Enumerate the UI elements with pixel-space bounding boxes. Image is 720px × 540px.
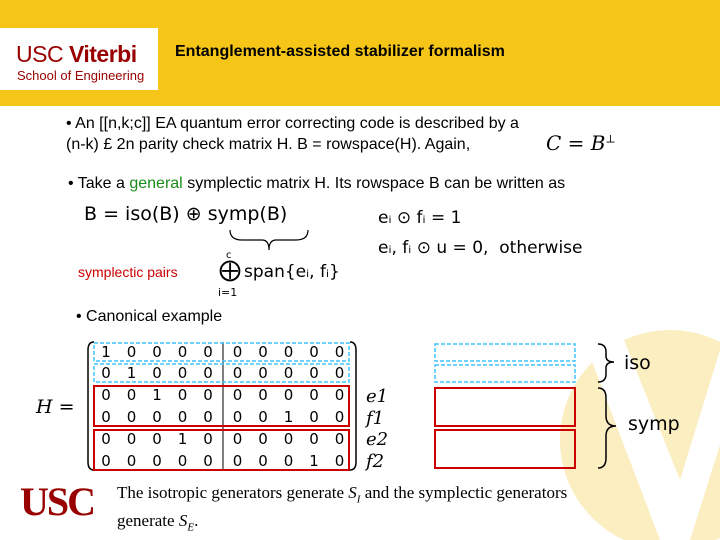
matrix-cell: 0 (101, 408, 111, 426)
matrix-label: H = (36, 396, 75, 418)
matrix-cell: 0 (334, 343, 345, 361)
matrix-cell: 0 (258, 452, 268, 470)
matrix-cell: 0 (152, 364, 162, 382)
header-bar (0, 0, 720, 106)
matrix-cell: 0 (177, 408, 188, 426)
matrix-cell: 0 (258, 364, 268, 382)
span-expression: span{eᵢ, fᵢ} (244, 262, 340, 282)
matrix-cell: 0 (126, 452, 137, 470)
matrix-cell: 0 (309, 430, 319, 448)
legend-iso-box-1 (435, 344, 575, 361)
symplectic-pairs-label: symplectic pairs (78, 264, 178, 280)
matrix-cell: 0 (203, 452, 213, 470)
logo-usc: USC (16, 41, 64, 67)
matrix-cell: 0 (283, 430, 294, 448)
matrix-cell: 0 (334, 364, 345, 382)
matrix-cell: 0 (101, 386, 111, 404)
matrix-cell: 0 (152, 452, 162, 470)
row-label-f1: f1 (366, 408, 385, 429)
bullet-1-line-2: (n-k) £ 2n parity check matrix H. B = rowspace(H). Again, (66, 136, 471, 153)
matrix-cell: 0 (334, 408, 345, 426)
row-label-e2: e2 (366, 429, 389, 450)
legend-graphic (430, 340, 700, 472)
legend-symp-box-1 (435, 388, 575, 426)
matrix-cell: 0 (334, 430, 345, 448)
usc-viterbi-logo (0, 28, 158, 90)
matrix-cell: 0 (309, 408, 319, 426)
legend-iso-label: iso (624, 352, 651, 374)
symp-brace-icon (598, 388, 616, 468)
matrix-cell: 0 (334, 386, 345, 404)
matrix-cell: 0 (258, 386, 268, 404)
decomposition-equation: B = iso(B) ⊕ symp(B) (84, 203, 288, 225)
condition-1: eᵢ ⊙ fᵢ = 1 (378, 208, 462, 228)
matrix-cell: 0 (101, 430, 111, 448)
usc-footer-logo: USC (20, 479, 95, 524)
matrix-cell: 0 (232, 408, 243, 426)
matrix-cell: 1 (101, 343, 111, 361)
matrix-cell: 0 (203, 343, 213, 361)
legend-iso-box-2 (435, 365, 575, 382)
footer-text: The isotropic generators generate $S_I$ and the symplectic generators generate $S_E$. (117, 483, 568, 534)
matrix-cell: 0 (258, 408, 268, 426)
matrix-cell: 0 (126, 386, 137, 404)
matrix-cell: 0 (177, 386, 188, 404)
matrix-cell: 0 (152, 430, 162, 448)
matrix-cell: 0 (126, 408, 137, 426)
row-label-e1: e1 (366, 386, 389, 407)
row-label-f2: f2 (366, 451, 385, 472)
general-highlight: general (129, 175, 183, 192)
slide-title: Entanglement-assisted stabilizer formalism (175, 43, 505, 60)
matrix-cell: 0 (126, 430, 137, 448)
matrix-cell: 1 (283, 408, 294, 426)
matrix-cell: 0 (177, 343, 188, 361)
matrix-cell: 0 (232, 430, 243, 448)
matrix-cell: 0 (283, 364, 294, 382)
matrix-cell: 0 (177, 452, 188, 470)
matrix-cell: 0 (334, 452, 345, 470)
matrix-cell: 0 (152, 408, 162, 426)
logo-viterbi: Viterbi (68, 41, 137, 67)
matrix-cell: 0 (232, 386, 243, 404)
matrix-cell: 1 (152, 386, 162, 404)
matrix-cell: 0 (283, 386, 294, 404)
iso-brace-icon (598, 344, 614, 382)
matrix-cell: 0 (283, 343, 294, 361)
matrix-cell: 0 (203, 364, 213, 382)
direct-sum-icon: ⨁ (219, 258, 241, 283)
dsum-top: c (226, 250, 232, 261)
legend-symp-box-2 (435, 430, 575, 468)
matrix-cell: 0 (258, 343, 268, 361)
matrix-cell: 0 (232, 452, 243, 470)
matrix-cell: 0 (203, 386, 213, 404)
matrix-cell: 0 (101, 452, 111, 470)
matrix-cell: 0 (203, 408, 213, 426)
underbrace-icon (228, 228, 310, 252)
matrix-cell: 0 (309, 364, 319, 382)
parity-check-matrix (84, 338, 364, 474)
matrix-cell: 1 (309, 452, 319, 470)
bullet-1-line-1: • An [[n,k;c]] EA quantum error correcting code is described by a (66, 115, 519, 132)
matrix-cell: 0 (232, 364, 243, 382)
condition-2: eᵢ, fᵢ ⊙ u = 0, otherwise (378, 238, 583, 258)
matrix-cell: 0 (258, 430, 268, 448)
logo-school: School of Engineering (17, 68, 145, 83)
matrix-cell: 1 (126, 364, 137, 382)
dsum-bottom: i=1 (218, 286, 238, 299)
matrix-cell: 0 (232, 343, 243, 361)
matrix-cell: 0 (101, 364, 111, 382)
matrix-cell: 1 (177, 430, 188, 448)
legend-symp-label: symp (628, 413, 680, 435)
matrix-cell: 0 (309, 343, 319, 361)
matrix-cell: 0 (177, 364, 188, 382)
matrix-cell: 0 (203, 430, 213, 448)
matrix-cell: 0 (126, 343, 137, 361)
bullet-2: • Take a general symplectic matrix H. Its rowspace B can be written as (68, 175, 566, 192)
matrix-cell: 0 (152, 343, 162, 361)
matrix-cell: 0 (283, 452, 294, 470)
bullet-3: • Canonical example (76, 308, 223, 325)
matrix-cell: 0 (309, 386, 319, 404)
bullet-1-math: C = B⊥ (546, 131, 616, 155)
